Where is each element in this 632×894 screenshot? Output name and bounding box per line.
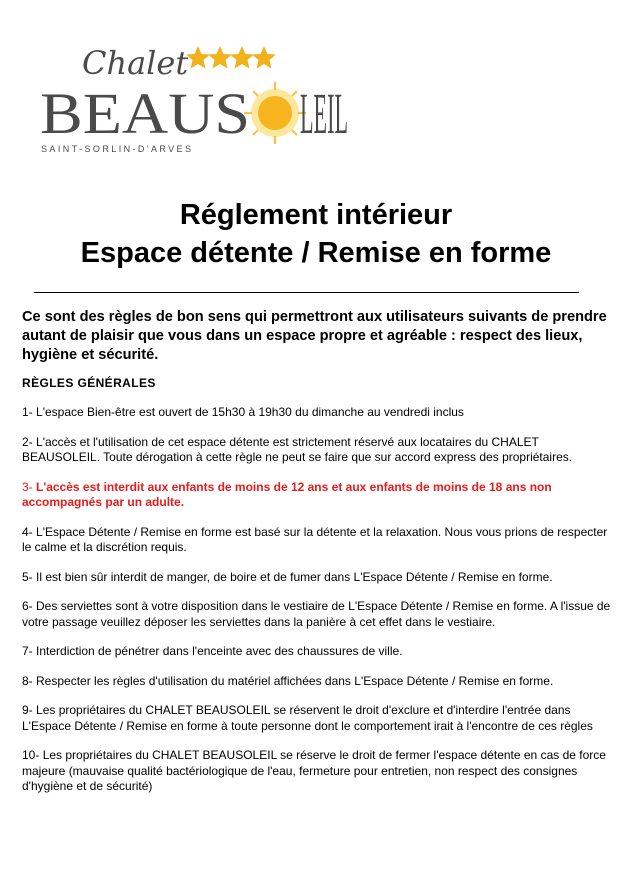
rule-item-3: 3- L'accès est interdit aux enfants de moins de 12 ans et aux enfants de moins de 18 ans non accompagnés par un adulte. xyxy=(22,479,552,509)
rule-item-1: 1- L'espace Bien-être est ouvert de 15h30 à 19h30 du dimanche au vendredi inclus xyxy=(22,405,464,419)
rule-item-8: 8- Respecter les règles d'utilisation du matériel affichées dans L'Espace Détente / Remise en forme. xyxy=(22,673,554,688)
title-divider xyxy=(34,292,579,293)
rule-item-4: 4- L'Espace Détente / Remise en forme est basé sur la détente et la relaxation. Nous vous prions de respecter le calme et la discrétion requis. xyxy=(22,524,608,554)
rule-item-2: 2- L'accès et l'utilisation de cet espace détente est strictement réservé aux locataires du CHALET BEAUSOLEIL. Toute dérogation à cette règle ne peut se faire que sur accord express des propriétaires. xyxy=(22,434,573,464)
sun-icon xyxy=(244,82,306,144)
intro-paragraph: Ce sont des règles de bon sens qui permettront aux utilisateurs suivants de prendre autant de plaisir que vous dans un espace propre et agréable : respect des lieux, hygiène et sécurité. xyxy=(22,309,607,363)
rule-item-5: 5- Il est bien sûr interdit de manger, de boire et de fumer dans L'Espace Détente / Remise en forme. xyxy=(22,569,553,584)
rule-item-10: 10- Les propriétaires du CHALET BEAUSOLEIL se réserve le droit de fermer l'espace détente en cas de force majeure (mauvaise qualité bactériologique de l'eau, fermeture pour entretien, non respect des consignes d'hygiène et de sécurité) xyxy=(22,748,606,793)
section-heading: RÈGLES GÉNÉRALES xyxy=(22,376,156,390)
title-line-1: Réglement intérieur xyxy=(179,199,453,231)
rule-item-6: 6- Des serviettes sont à votre disposition dans le vestiaire de L'Espace Détente / Remise en forme. A l'issue de votre passage veuillez déposer les serviettes dans la panière à cet effet dans le vestiaire. xyxy=(22,599,611,629)
logo-script: Chalet xyxy=(82,44,189,82)
rule-item-7: 7- Interdiction de pénétrer dans l'enceinte avec des chaussures de ville. xyxy=(22,644,403,658)
chalet-beausoleil-logo xyxy=(38,40,358,160)
page-title xyxy=(0,196,632,272)
rules-list xyxy=(22,405,614,809)
logo-wordmark-left: BEAUS xyxy=(40,81,250,146)
stars-icon xyxy=(186,46,276,69)
title-line-2: Espace détente / Remise en forme xyxy=(80,237,552,269)
logo-wordmark-right: LEIL xyxy=(300,81,348,146)
rule-item-9: 9- Les propriétaires du CHALET BEAUSOLEIL se réservent le droit d'exclure et d'interdire l'entrée dans L'Espace Détente / Remise en forme à toute personne dont le comportement irait à l'encontre de ces règles xyxy=(22,703,593,733)
logo-subtitle: SAINT-SORLIN-D'ARVES xyxy=(41,144,191,154)
